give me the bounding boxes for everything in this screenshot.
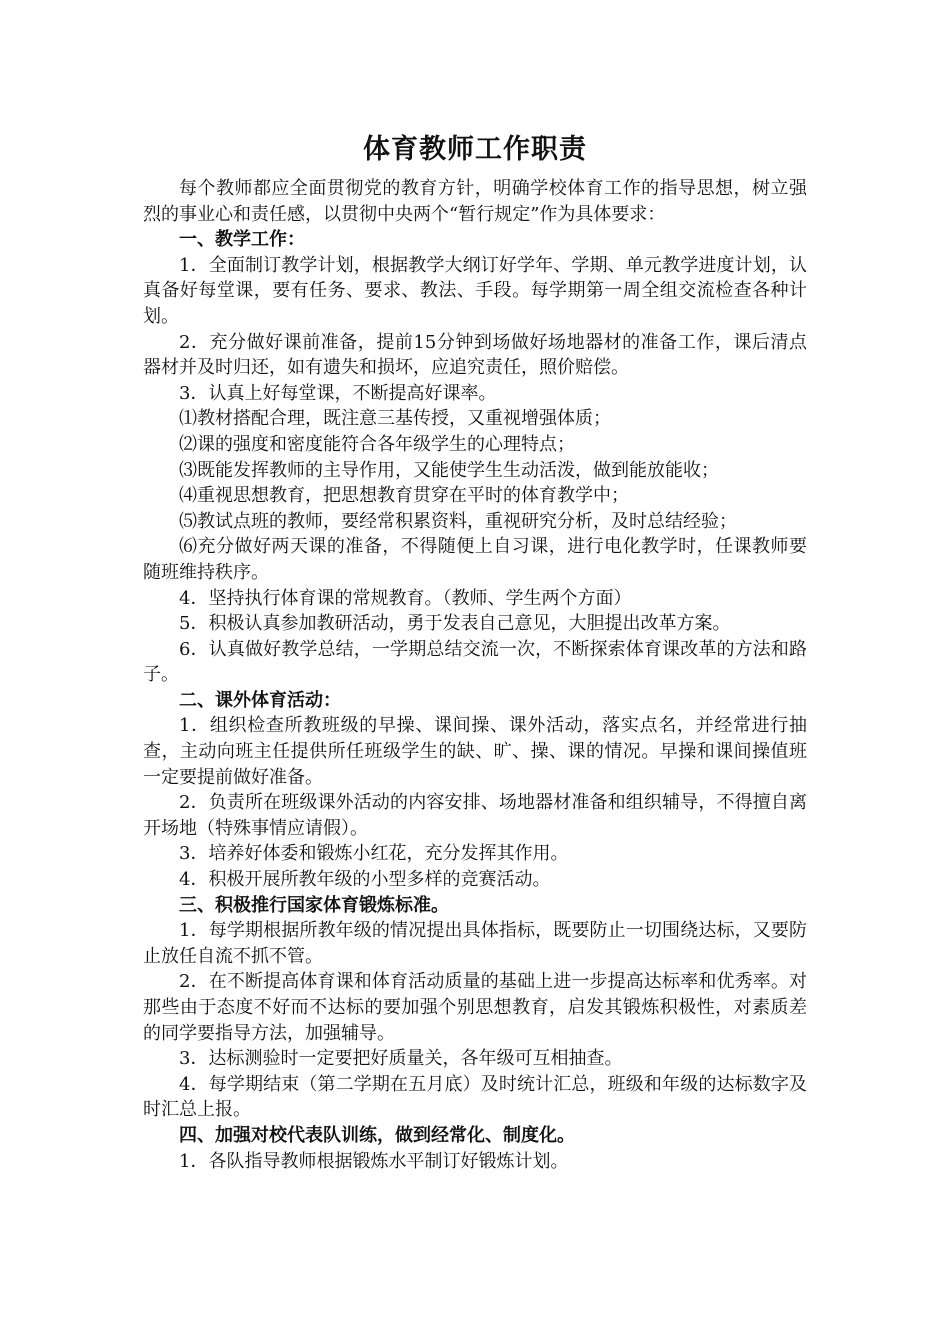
document-title: 体育教师工作职责 bbox=[363, 134, 587, 165]
list-item: 5．积极认真参加教研活动，勇于发表自己意见，大胆提出改革方案。 bbox=[179, 613, 731, 635]
list-item: 3．培养好体委和锻炼小红花，充分发挥其作用。 bbox=[179, 843, 569, 865]
list-item: 2．在不断提高体育课和体育活动质量的基础上进一步提高达标率和优秀率。对那些由于态度不好而不达标的要加强个别思想教育，启发其锻炼积极性，对素质差的同学要指导方法，加强辅导。 bbox=[143, 971, 807, 1044]
list-item: 1．全面制订教学计划，根据教学大纲订好学年、学期、单元教学进度计划，认真备好每堂课，要有任务、要求、教法、手段。每学期第一周全组交流检查各种计划。 bbox=[143, 254, 807, 327]
list-item: 1．各队指导教师根据锻炼水平制订好锻炼计划。 bbox=[179, 1150, 569, 1172]
list-item: 4．坚持执行体育课的常规教育。（教师、学生两个方面） bbox=[179, 587, 632, 609]
list-item: 2．负责所在班级课外活动的内容安排、场地器材准备和组织辅导，不得擅自离开场地（特殊事情应请假）。 bbox=[143, 792, 807, 839]
list-item: 1．组织检查所教班级的早操、课间操、课外活动，落实点名，并经常进行抽查，主动向班主任提供所任班级学生的缺、旷、操、课的情况。早操和课间操值班一定要提前做好准备。 bbox=[143, 715, 807, 788]
list-item: ⑵课的强度和密度能符合各年级学生的心理特点； bbox=[179, 433, 575, 455]
list-item: 6．认真做好教学总结，一学期总结交流一次，不断探索体育课改革的方法和路子。 bbox=[143, 638, 807, 686]
list-item: ⑷重视思想教育，把思想教育贯穿在平时的体育教学中； bbox=[179, 485, 629, 507]
list-item: ⑸教试点班的教师，要经常积累资料，重视研究分析，及时总结经验； bbox=[179, 510, 737, 532]
section-heading-extracurricular: 二、课外体育活动： bbox=[179, 689, 341, 711]
list-item: ⑹充分做好两天课的准备，不得随便上自习课，进行电化教学时，任课教师要随班维持秩序。 bbox=[143, 536, 807, 583]
list-item: 2．充分做好课前准备，提前15分钟到场做好场地器材的准备工作，课后清点器材并及时归还，如有遗失和损坏，应追究责任，照价赔偿。 bbox=[143, 331, 807, 379]
list-item: 3．达标测验时一定要把好质量关，各年级可互相抽查。 bbox=[179, 1048, 623, 1070]
list-item: ⑴教材搭配合理，既注意三基传授，又重视增强体质； bbox=[179, 408, 611, 430]
list-item: 4．积极开展所教年级的小型多样的竞赛活动。 bbox=[179, 869, 551, 891]
intro-paragraph: 每个教师都应全面贯彻党的教育方针，明确学校体育工作的指导思想，树立强烈的事业心和责任感，以贯彻中央两个“暂行规定”作为具体要求： bbox=[143, 178, 807, 225]
list-item: 4．每学期结束（第二学期在五月底）及时统计汇总，班级和年级的达标数字及时汇总上报。 bbox=[143, 1073, 807, 1121]
list-item: ⑶既能发挥教师的主导作用，又能使学生生动活泼，做到能放能收； bbox=[179, 459, 719, 481]
section-heading-standards: 三、积极推行国家体育锻炼标准。 bbox=[179, 894, 449, 916]
document-page bbox=[143, 128, 807, 1174]
section-heading-teaching: 一、教学工作： bbox=[179, 229, 305, 251]
list-item: 1．每学期根据所教年级的情况提出具体指标，既要防止一切围绕达标，又要防止放任自流不抓不管。 bbox=[143, 920, 807, 967]
list-item: 3．认真上好每堂课，不断提高好课率。 bbox=[179, 382, 497, 404]
section-heading-school-team: 四、加强对校代表队训练，做到经常化、制度化。 bbox=[179, 1124, 575, 1146]
